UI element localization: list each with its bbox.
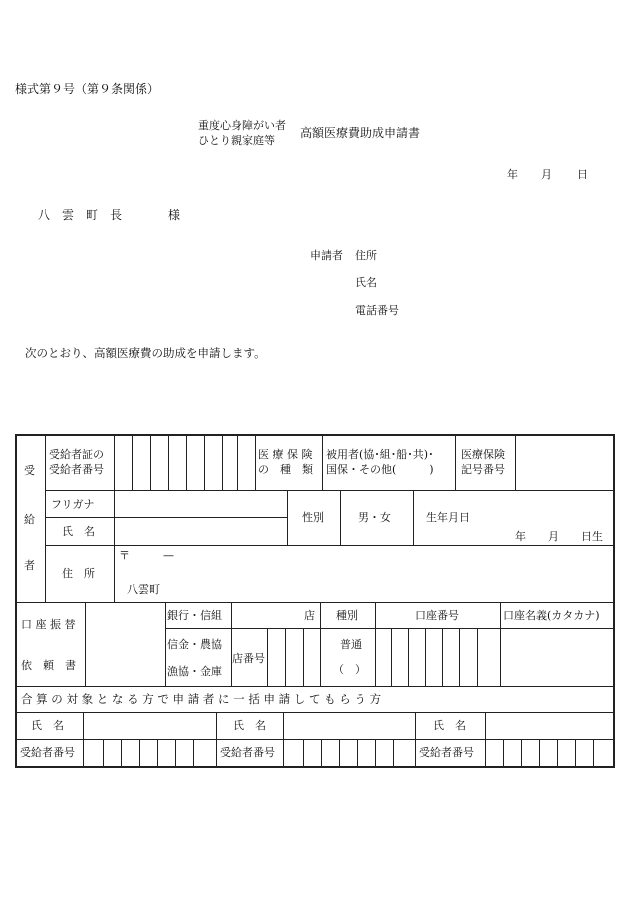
title-prefix-line1: 重度心身障がい者 — [198, 119, 286, 132]
combined-heading: 合 算 の 対 象 と な る 方 で 申 請 者 に 一 括 申 請 し て も ら う 方 — [21, 692, 382, 706]
applicant-phone-label: 電話番号 — [355, 304, 399, 317]
page-title: 高額医療費助成申請書 — [300, 126, 421, 140]
account-type-label: 種別 — [336, 609, 358, 622]
town-name: 八雲町 — [127, 583, 160, 596]
addressee-name: 八 雲 町 長 — [38, 208, 123, 222]
combined-name-label-2: 氏 名 — [233, 719, 266, 732]
date-year: 年 — [507, 168, 518, 181]
sex-options: 男・女 — [358, 511, 391, 524]
applicant-address-label: 住所 — [355, 249, 377, 262]
insurance-number-line2: 記号番号 — [461, 463, 505, 476]
bank-label-line2: 依 頼 書 — [21, 659, 76, 672]
form-number: 様式第９号（第９条関係） — [15, 82, 160, 96]
address-label: 住 所 — [62, 567, 95, 580]
combined-number-label-3: 受給者番号 — [419, 746, 474, 759]
recipient-side-char-1: 受 — [24, 464, 35, 477]
institution-type-2: 信金・農協 — [167, 638, 222, 651]
name-label: 氏 名 — [62, 525, 95, 538]
account-type-other: （ ） — [333, 663, 366, 676]
insurance-number-line1: 医療保険 — [461, 448, 505, 461]
statement: 次のとおり、高額医療費の助成を申請します。 — [25, 346, 266, 360]
application-form-table — [15, 434, 615, 768]
cert-label-line1: 受給者証の — [49, 448, 104, 461]
date-month: 月 — [541, 168, 552, 181]
bank-label-line1: 口 座 振 替 — [21, 618, 76, 631]
combined-number-label-1: 受給者番号 — [20, 746, 75, 759]
title-prefix-line2: ひとり親家庭等 — [198, 134, 275, 147]
combined-name-label-3: 氏 名 — [433, 719, 466, 732]
insurance-kind-line2: の 種 類 — [258, 463, 313, 476]
addressee-honorific: 様 — [168, 208, 181, 222]
applicant-label: 申請者 — [310, 249, 343, 262]
furigana-label: フリガナ — [51, 498, 95, 511]
insurance-kind-line1: 医 療 保 険 — [258, 448, 313, 461]
insurance-option-line2: 国保・その他( ) — [326, 463, 434, 476]
cert-label-line2: 受給者番号 — [49, 463, 104, 476]
combined-number-label-2: 受給者番号 — [220, 746, 275, 759]
institution-type-3: 漁協・金庫 — [167, 665, 222, 678]
branch-label: 店 — [304, 609, 315, 622]
date-day: 日 — [577, 168, 588, 181]
combined-name-label-1: 氏 名 — [31, 719, 64, 732]
applicant-name-label: 氏名 — [355, 276, 377, 289]
dob-value: 年 月 日生 — [515, 530, 603, 543]
account-holder-label: 口座名義(カタカナ) — [503, 609, 600, 622]
institution-type-1: 銀行・信組 — [167, 609, 222, 622]
sex-label: 性別 — [302, 511, 324, 524]
dob-label: 生年月日 — [426, 511, 470, 524]
postal-mark: 〒 — — [119, 549, 174, 562]
recipient-side-char-3: 者 — [24, 559, 35, 572]
account-type-ordinary: 普通 — [340, 638, 362, 651]
recipient-side-char-2: 給 — [24, 513, 35, 526]
branch-number-label: 店番号 — [232, 652, 265, 665]
account-number-label: 口座番号 — [415, 609, 459, 622]
insurance-option-line1: 被用者(協･組･船･共)･ — [326, 448, 434, 461]
